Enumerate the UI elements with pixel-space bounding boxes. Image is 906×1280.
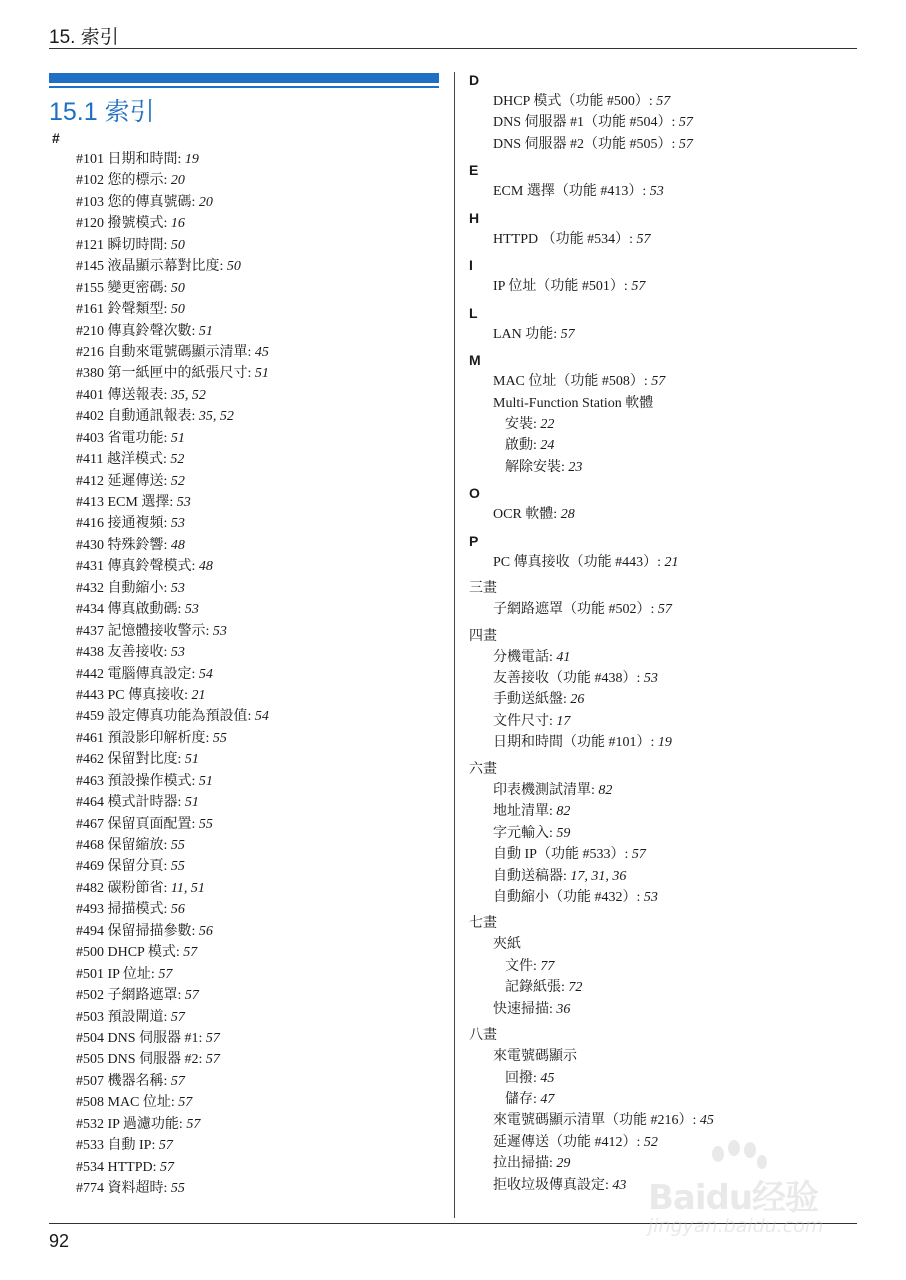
index-entry (52, 1028, 444, 1049)
entry-term: #430 特殊鈴響: (76, 537, 171, 553)
index-letter-heading: M (469, 352, 481, 369)
entry-page-ref: 57 (170, 1073, 185, 1089)
entry-page-ref: 50 (170, 237, 185, 253)
entry-page-ref: 16 (170, 216, 185, 232)
entry-page-ref: 55 (170, 838, 185, 853)
index-entry (469, 732, 859, 753)
entry-term: 字元輸入: (493, 825, 557, 841)
entry-page-ref: 29 (556, 1156, 571, 1172)
index-entry (52, 321, 444, 342)
entry-page-ref: 57 (657, 602, 672, 618)
entry-term: Multi-Function Station 軟體 (493, 395, 654, 411)
index-entry (52, 642, 444, 663)
entry-page-ref: 72 (568, 980, 583, 996)
entry-term: 手動送紙盤: (493, 692, 571, 708)
index-entry (469, 711, 859, 732)
index-group (52, 128, 444, 1199)
index-entry (469, 91, 859, 112)
entry-page-ref: 56 (198, 923, 213, 939)
entry-term: ECM 選擇（功能 #413）: (493, 184, 650, 200)
entry-term: #507 機器名稱: (76, 1073, 171, 1089)
entry-term: #502 子網路遮罩: (76, 988, 185, 1004)
entry-page-ref: 53 (643, 671, 658, 686)
index-group (469, 303, 859, 345)
index-entry (52, 878, 444, 899)
entry-term: OCR 軟體: (493, 507, 561, 523)
entry-term: #401 傳送報表: (76, 387, 171, 403)
index-letter-heading: D (469, 72, 480, 88)
index-entry (52, 1114, 444, 1135)
entry-page-ref: 57 (205, 1052, 220, 1068)
entry-page-ref: 57 (158, 1138, 173, 1154)
index-entry (52, 535, 444, 556)
index-entry (469, 887, 859, 908)
entry-page-ref: 57 (656, 94, 671, 109)
entry-page-ref: 21 (664, 554, 679, 570)
index-subentry (469, 1089, 859, 1110)
entry-term: DNS 伺服器 #1（功能 #504）: (493, 115, 679, 131)
entry-term: #532 IP 過濾功能: (76, 1116, 187, 1132)
entry-page-ref: 53 (184, 602, 199, 618)
entry-page-ref: 48 (170, 537, 185, 553)
index-entry (469, 689, 859, 710)
index-entry (52, 664, 444, 685)
index-group (469, 913, 859, 1020)
index-entry (52, 706, 444, 727)
index-letter-heading: E (469, 162, 479, 179)
entry-page-ref: 26 (570, 692, 585, 708)
entry-term: #494 保留掃描參數: (76, 923, 199, 939)
entry-page-ref: 22 (540, 416, 555, 432)
index-stroke-heading: 六畫 (469, 761, 497, 777)
index-entry (469, 181, 859, 202)
index-entry (52, 621, 444, 642)
entry-term: 自動縮小（功能 #432）: (493, 889, 644, 905)
entry-term: 記錄紙張: (505, 980, 569, 996)
entry-page-ref: 57 (651, 374, 666, 390)
index-entry (469, 134, 859, 155)
index-entry (52, 1071, 444, 1092)
entry-term: #469 保留分頁: (76, 859, 171, 875)
entry-page-ref: 47 (540, 1092, 555, 1107)
entry-page-ref: 52 (170, 452, 185, 468)
entry-term: #461 預設影印解析度: (76, 730, 213, 746)
entry-page-ref: 21 (191, 687, 206, 703)
entry-page-ref: 57 (184, 988, 199, 1004)
index-entry (52, 749, 444, 770)
entry-term: #103 您的傳真號碼: (76, 194, 199, 210)
index-entry (469, 866, 859, 887)
entry-page-ref: 23 (568, 459, 583, 475)
index-stroke-heading: 四畫 (469, 628, 497, 644)
page-number: 92 (49, 1231, 70, 1251)
entry-page-ref: 19 (657, 735, 672, 751)
entry-page-ref: 50 (226, 259, 241, 275)
index-entry (469, 552, 859, 573)
entry-page-ref: 17, 31, 36 (570, 868, 627, 884)
index-letter-heading: I (469, 257, 473, 274)
entry-term: #145 液晶顯示幕對比度: (76, 259, 227, 275)
entry-term: 快速掃描: (493, 1001, 557, 1017)
entry-page-ref: 57 (205, 1030, 220, 1046)
column-divider (454, 72, 455, 1218)
entry-term: #431 傳真鈴聲模式: (76, 559, 199, 575)
index-entry (52, 428, 444, 449)
entry-page-ref: 19 (184, 152, 199, 167)
entry-term: DNS 伺服器 #2（功能 #505）: (493, 136, 679, 152)
entry-term: 啟動: (505, 438, 541, 454)
index-group (469, 626, 859, 754)
index-letter-heading: # (52, 130, 60, 146)
entry-page-ref: 36 (556, 1001, 571, 1017)
entry-page-ref: 54 (254, 709, 269, 725)
index-letter-heading: H (469, 209, 480, 226)
entry-page-ref: 55 (170, 859, 185, 875)
entry-page-ref: 57 (158, 966, 173, 982)
entry-term: #121 瞬切時間: (76, 237, 171, 253)
entry-page-ref: 55 (212, 730, 227, 746)
entry-page-ref: 28 (560, 507, 575, 523)
index-subentry (469, 956, 859, 977)
index-entry (52, 449, 444, 470)
index-entry (469, 844, 859, 865)
entry-page-ref: 82 (598, 782, 613, 798)
entry-term: #380 第一紙匣中的紙張尺寸: (76, 366, 255, 382)
index-entry (52, 964, 444, 985)
index-entry (52, 278, 444, 299)
index-subentry (469, 457, 859, 478)
entry-term: #411 越洋模式: (76, 452, 171, 468)
index-subentry (469, 435, 859, 456)
section-title-bar (49, 73, 439, 83)
index-entry (52, 299, 444, 320)
entry-term: 地址清單: (493, 804, 557, 820)
watermark-brand: Baidu经验 (648, 1178, 819, 1218)
entry-page-ref: 57 (678, 115, 693, 131)
chapter-header: 15. 索引 (49, 27, 119, 48)
index-entry (469, 668, 859, 689)
index-entry (52, 1178, 444, 1199)
entry-page-ref: 45 (699, 1113, 714, 1129)
entry-term: #434 傳真啟動碼: (76, 602, 185, 618)
entry-term: #468 保留縮放: (76, 838, 171, 853)
entry-page-ref: 43 (612, 1177, 627, 1193)
index-entry (52, 492, 444, 513)
entry-page-ref: 54 (198, 666, 213, 682)
entry-page-ref: 57 (678, 136, 693, 152)
entry-page-ref: 51 (254, 366, 269, 382)
entry-term: 拉出掃描: (493, 1156, 557, 1172)
entry-page-ref: 52 (643, 1134, 658, 1150)
index-entry (52, 1135, 444, 1156)
entry-term: #416 接通複頻: (76, 516, 171, 532)
entry-term: 自動 IP（功能 #533）: (493, 847, 632, 863)
entry-term: #534 HTTPD: (76, 1159, 160, 1175)
entry-page-ref: 57 (160, 1159, 174, 1175)
entry-page-ref: 24 (540, 438, 555, 454)
index-group (469, 350, 859, 478)
entry-term: 拒收垃圾傳真設定: (493, 1177, 613, 1193)
index-entry (52, 1007, 444, 1028)
entry-page-ref: 56 (170, 902, 185, 918)
section-title-underline (49, 86, 439, 88)
index-group (469, 483, 859, 525)
entry-term: #102 您的標示: (76, 173, 171, 189)
entry-term: MAC 位址（功能 #508）: (493, 374, 652, 390)
index-entry (52, 792, 444, 813)
index-group (469, 531, 859, 573)
entry-page-ref: 45 (254, 344, 269, 360)
index-letter-heading: O (469, 485, 480, 502)
entry-page-ref: 57 (186, 1116, 201, 1132)
entry-term: #216 自動來電號碼顯示清單: (76, 344, 255, 360)
entry-term: 文件: (505, 958, 541, 974)
entry-page-ref: 20 (170, 173, 185, 189)
entry-term: #210 傳真鈴聲次數: (76, 323, 199, 339)
entry-term: #533 自動 IP: (76, 1138, 159, 1154)
entry-term: #402 自動通訊報表: (76, 409, 199, 425)
entry-term: 來電號碼顯示清單（功能 #216）: (493, 1113, 700, 1129)
entry-page-ref: 50 (170, 302, 185, 318)
index-stroke-heading: 七畫 (469, 916, 497, 932)
index-entry (469, 371, 859, 392)
entry-term: #501 IP 位址: (76, 966, 159, 982)
index-left-column (52, 128, 444, 1204)
index-entry (52, 385, 444, 406)
header-divider (49, 48, 857, 49)
entry-term: #443 PC 傳真接收: (76, 687, 192, 703)
index-entry (52, 835, 444, 856)
entry-term: #482 碳粉節省: (76, 880, 171, 896)
entry-term: HTTPD （功能 #534）: (493, 231, 637, 247)
entry-page-ref: 35, 52 (198, 409, 234, 425)
index-entry (469, 823, 859, 844)
entry-page-ref: 53 (170, 516, 185, 532)
index-entry (469, 393, 859, 414)
entry-term: #493 掃描模式: (76, 902, 171, 918)
watermark-url: jingyan.baidu.com (648, 1215, 824, 1237)
entry-page-ref: 51 (198, 773, 213, 789)
entry-term: 印表機測試清單: (493, 782, 599, 798)
index-entry (52, 256, 444, 277)
entry-term: #459 設定傳真功能為預設值: (76, 709, 255, 725)
entry-term: 解除安裝: (505, 459, 569, 475)
entry-term: LAN 功能: (493, 326, 561, 342)
index-entry (52, 985, 444, 1006)
index-entry (52, 192, 444, 213)
entry-term: 子網路遮罩（功能 #502）: (493, 602, 658, 618)
entry-term: #467 保留頁面配置: (76, 816, 199, 832)
entry-term: 回撥: (505, 1070, 541, 1086)
entry-page-ref: 50 (170, 280, 185, 296)
index-entry (469, 324, 859, 345)
entry-term: #463 預設操作模式: (76, 773, 199, 789)
entry-page-ref: 53 (649, 184, 664, 200)
entry-term: #504 DNS 伺服器 #1: (76, 1030, 206, 1046)
index-group (469, 578, 859, 620)
index-right-column (469, 70, 859, 1201)
entry-term: #508 MAC 位址: (76, 1095, 179, 1111)
index-subentry (469, 977, 859, 998)
entry-page-ref: 51 (184, 795, 199, 811)
index-entry (469, 780, 859, 801)
index-entry (52, 1157, 444, 1178)
index-entry (469, 1046, 859, 1067)
entry-term: #437 記憶體接收警示: (76, 623, 213, 639)
index-stroke-heading: 三畫 (469, 581, 497, 597)
entry-page-ref: 82 (556, 804, 571, 820)
index-entry (52, 814, 444, 835)
index-subentry (469, 1068, 859, 1089)
entry-term: 日期和時間（功能 #101）: (493, 735, 658, 751)
entry-term: DHCP 模式（功能 #500）: (493, 94, 657, 109)
entry-term: PC 傳真接收（功能 #443）: (493, 554, 665, 570)
entry-term: 自動送稿器: (493, 868, 571, 884)
entry-term: #403 省電功能: (76, 430, 171, 446)
entry-page-ref: 55 (170, 1181, 185, 1196)
entry-term: #412 延遲傳送: (76, 473, 171, 489)
index-entry (469, 229, 859, 250)
index-entry (52, 342, 444, 363)
index-entry (469, 999, 859, 1020)
index-subentry (469, 414, 859, 435)
entry-page-ref: 57 (636, 231, 651, 247)
entry-term: #120 撥號模式: (76, 216, 171, 232)
index-entry (52, 856, 444, 877)
index-letter-heading: L (469, 304, 478, 321)
index-entry (469, 504, 859, 525)
index-letter-heading: P (469, 532, 479, 549)
index-entry (469, 276, 859, 297)
entry-page-ref: 55 (198, 816, 213, 832)
index-entry (52, 578, 444, 599)
entry-term: #774 資料超時: (76, 1181, 171, 1196)
entry-term: 延遲傳送（功能 #412）: (493, 1134, 644, 1150)
entry-page-ref: 53 (212, 623, 227, 639)
baidu-watermark (640, 1140, 870, 1240)
index-entry (52, 363, 444, 384)
entry-term: #505 DNS 伺服器 #2: (76, 1052, 206, 1068)
entry-term: #442 電腦傳真設定: (76, 666, 199, 682)
index-entry (469, 647, 859, 668)
entry-term: #101 日期和時間: (76, 152, 185, 167)
entry-page-ref: 57 (631, 279, 646, 295)
entry-term: #503 預設閘道: (76, 1009, 171, 1025)
index-entry (52, 235, 444, 256)
index-entry (52, 685, 444, 706)
entry-page-ref: 53 (176, 495, 191, 510)
index-entry (52, 213, 444, 234)
entry-term: #432 自動縮小: (76, 580, 171, 596)
index-entry (52, 771, 444, 792)
entry-page-ref: 59 (556, 825, 571, 841)
index-entry (469, 934, 859, 955)
index-entry (52, 406, 444, 427)
section-title: 15.1 索引 (49, 98, 155, 126)
entry-term: 安裝: (505, 416, 541, 432)
entry-page-ref: 53 (643, 889, 658, 905)
index-stroke-heading: 八畫 (469, 1028, 497, 1044)
entry-page-ref: 53 (170, 580, 185, 596)
entry-term: #161 鈴聲類型: (76, 302, 171, 318)
entry-term: #413 ECM 選擇: (76, 495, 177, 510)
entry-term: #500 DHCP 模式: (76, 945, 184, 961)
index-entry (52, 921, 444, 942)
entry-term: 分機電話: (493, 649, 557, 665)
index-group (469, 759, 859, 909)
index-entry (469, 112, 859, 133)
entry-page-ref: 48 (198, 559, 213, 575)
index-group (469, 208, 859, 250)
entry-page-ref: 11, 51 (170, 880, 205, 896)
index-entry (52, 942, 444, 963)
entry-term: 夾紙 (493, 937, 521, 953)
entry-term: #462 保留對比度: (76, 752, 185, 768)
entry-page-ref: 51 (170, 430, 185, 446)
entry-page-ref: 57 (560, 326, 575, 342)
index-entry (52, 556, 444, 577)
index-entry (469, 1110, 859, 1131)
index-group (469, 255, 859, 297)
index-group (469, 70, 859, 155)
index-entry (52, 513, 444, 534)
entry-page-ref: 41 (556, 649, 571, 665)
entry-term: 友善接收（功能 #438）: (493, 671, 644, 686)
entry-page-ref: 57 (183, 945, 198, 961)
entry-term: 文件尺寸: (493, 713, 557, 729)
index-entry (52, 170, 444, 191)
index-entry (469, 801, 859, 822)
index-entry (469, 599, 859, 620)
entry-page-ref: 51 (198, 323, 213, 339)
index-entry (52, 899, 444, 920)
entry-page-ref: 35, 52 (170, 387, 206, 403)
entry-term: #464 模式計時器: (76, 795, 185, 811)
index-entry (52, 471, 444, 492)
entry-term: IP 位址（功能 #501）: (493, 279, 632, 295)
entry-term: 儲存: (505, 1092, 541, 1107)
entry-term: #155 變更密碼: (76, 280, 171, 296)
entry-page-ref: 45 (540, 1070, 555, 1086)
entry-page-ref: 51 (184, 752, 199, 768)
entry-term: 來電號碼顯示 (493, 1049, 577, 1065)
index-entry (52, 1049, 444, 1070)
entry-page-ref: 57 (170, 1009, 185, 1025)
index-entry (52, 149, 444, 170)
entry-page-ref: 57 (631, 847, 646, 863)
index-entry (52, 728, 444, 749)
entry-page-ref: 20 (198, 194, 213, 210)
entry-page-ref: 52 (170, 473, 185, 489)
entry-page-ref: 17 (556, 713, 571, 729)
entry-term: #438 友善接收: (76, 645, 171, 661)
entry-page-ref: 53 (170, 645, 185, 661)
index-group (469, 160, 859, 202)
entry-page-ref: 77 (540, 958, 555, 974)
entry-page-ref: 57 (178, 1095, 193, 1111)
index-entry (52, 599, 444, 620)
index-entry (52, 1092, 444, 1113)
